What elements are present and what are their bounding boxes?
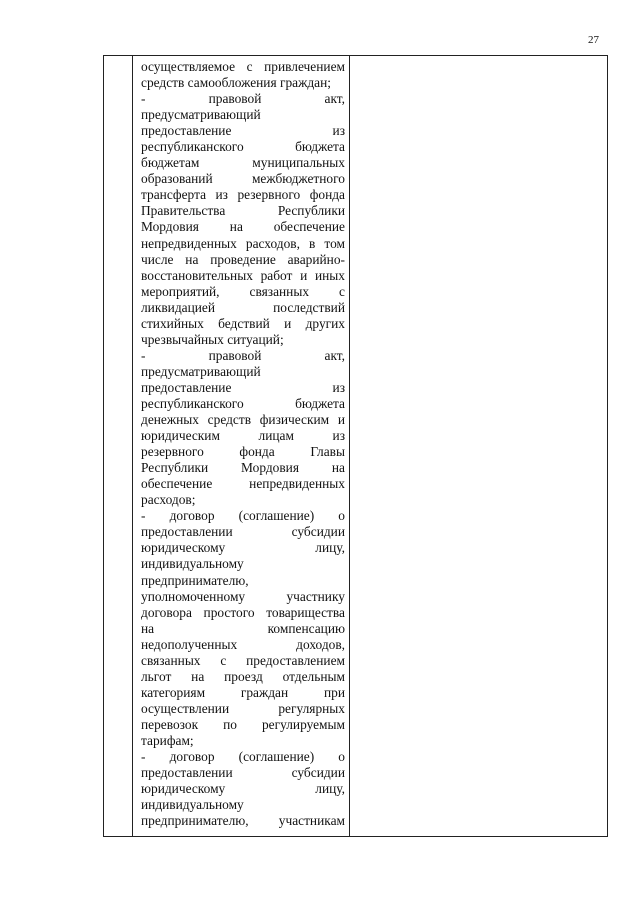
table-cell-text xyxy=(141,59,345,829)
text-line: непредвиденных расходов, в том xyxy=(141,235,345,251)
text-line: предоставление из xyxy=(141,379,345,395)
text-line: - договор (соглашение) о xyxy=(141,749,345,765)
text-line: недополученных доходов, xyxy=(141,636,345,652)
text-line: трансферта из резервного фонда xyxy=(141,187,345,203)
text-line: договора простого товарищества xyxy=(141,604,345,620)
text-line: республиканского бюджета xyxy=(141,139,345,155)
column-divider-right xyxy=(349,56,350,836)
text-line: мероприятий, связанных с xyxy=(141,283,345,299)
text-line: предоставление из xyxy=(141,123,345,139)
text-line: предпринимателю, xyxy=(141,572,249,588)
text-line: осуществляемое с привлечением xyxy=(141,59,345,74)
text-line: чрезвычайных ситуаций; xyxy=(141,331,284,347)
text-line: индивидуальному xyxy=(141,556,244,572)
text-line: бюджетам муниципальных xyxy=(141,155,345,171)
text-line: Республики Мордовия на xyxy=(141,460,345,476)
text-line: ликвидацией последствий xyxy=(141,299,345,315)
text-line: расходов; xyxy=(141,492,196,508)
text-line: - правовой акт, xyxy=(141,91,345,107)
text-line: предоставлении субсидии xyxy=(141,524,345,540)
text-line: числе на проведение аварийно- xyxy=(141,251,345,267)
text-line: резервного фонда Главы xyxy=(141,444,345,460)
text-line: осуществлении регулярных xyxy=(141,700,345,716)
document-table xyxy=(103,55,608,837)
text-line: юридическому лицу, xyxy=(141,781,345,797)
text-line: предусматривающий xyxy=(141,363,261,379)
text-line: уполномоченному участнику xyxy=(141,588,345,604)
text-line: предпринимателю, участникам xyxy=(141,813,345,829)
text-line: льгот на проезд отдельным xyxy=(141,668,345,684)
text-line: стихийных бедствий и других xyxy=(141,315,345,331)
text-line: восстановительных работ и иных xyxy=(141,267,345,283)
text-line: индивидуальному xyxy=(141,797,244,813)
text-line: Мордовия на обеспечение xyxy=(141,219,345,235)
text-line: тарифам; xyxy=(141,732,194,748)
text-line: - договор (соглашение) о xyxy=(141,508,345,524)
text-line: предоставлении субсидии xyxy=(141,765,345,781)
column-divider-left xyxy=(132,56,133,836)
text-line: республиканского бюджета xyxy=(141,395,345,411)
text-line: юридическим лицам из xyxy=(141,428,345,444)
page-number: 27 xyxy=(588,34,599,46)
text-line: юридическому лицу, xyxy=(141,540,345,556)
text-line: перевозок по регулируемым xyxy=(141,716,345,732)
text-line: средств самообложения граждан; xyxy=(141,75,332,91)
text-line: обеспечение непредвиденных xyxy=(141,476,345,492)
text-line: - правовой акт, xyxy=(141,347,345,363)
text-line: предусматривающий xyxy=(141,107,261,123)
text-line: связанных с предоставлением xyxy=(141,652,345,668)
text-line: образований межбюджетного xyxy=(141,171,345,187)
text-line: Правительства Республики xyxy=(141,203,345,219)
text-line: на компенсацию xyxy=(141,620,345,636)
text-line: категориям граждан при xyxy=(141,684,345,700)
text-line: денежных средств физическим и xyxy=(141,412,345,428)
